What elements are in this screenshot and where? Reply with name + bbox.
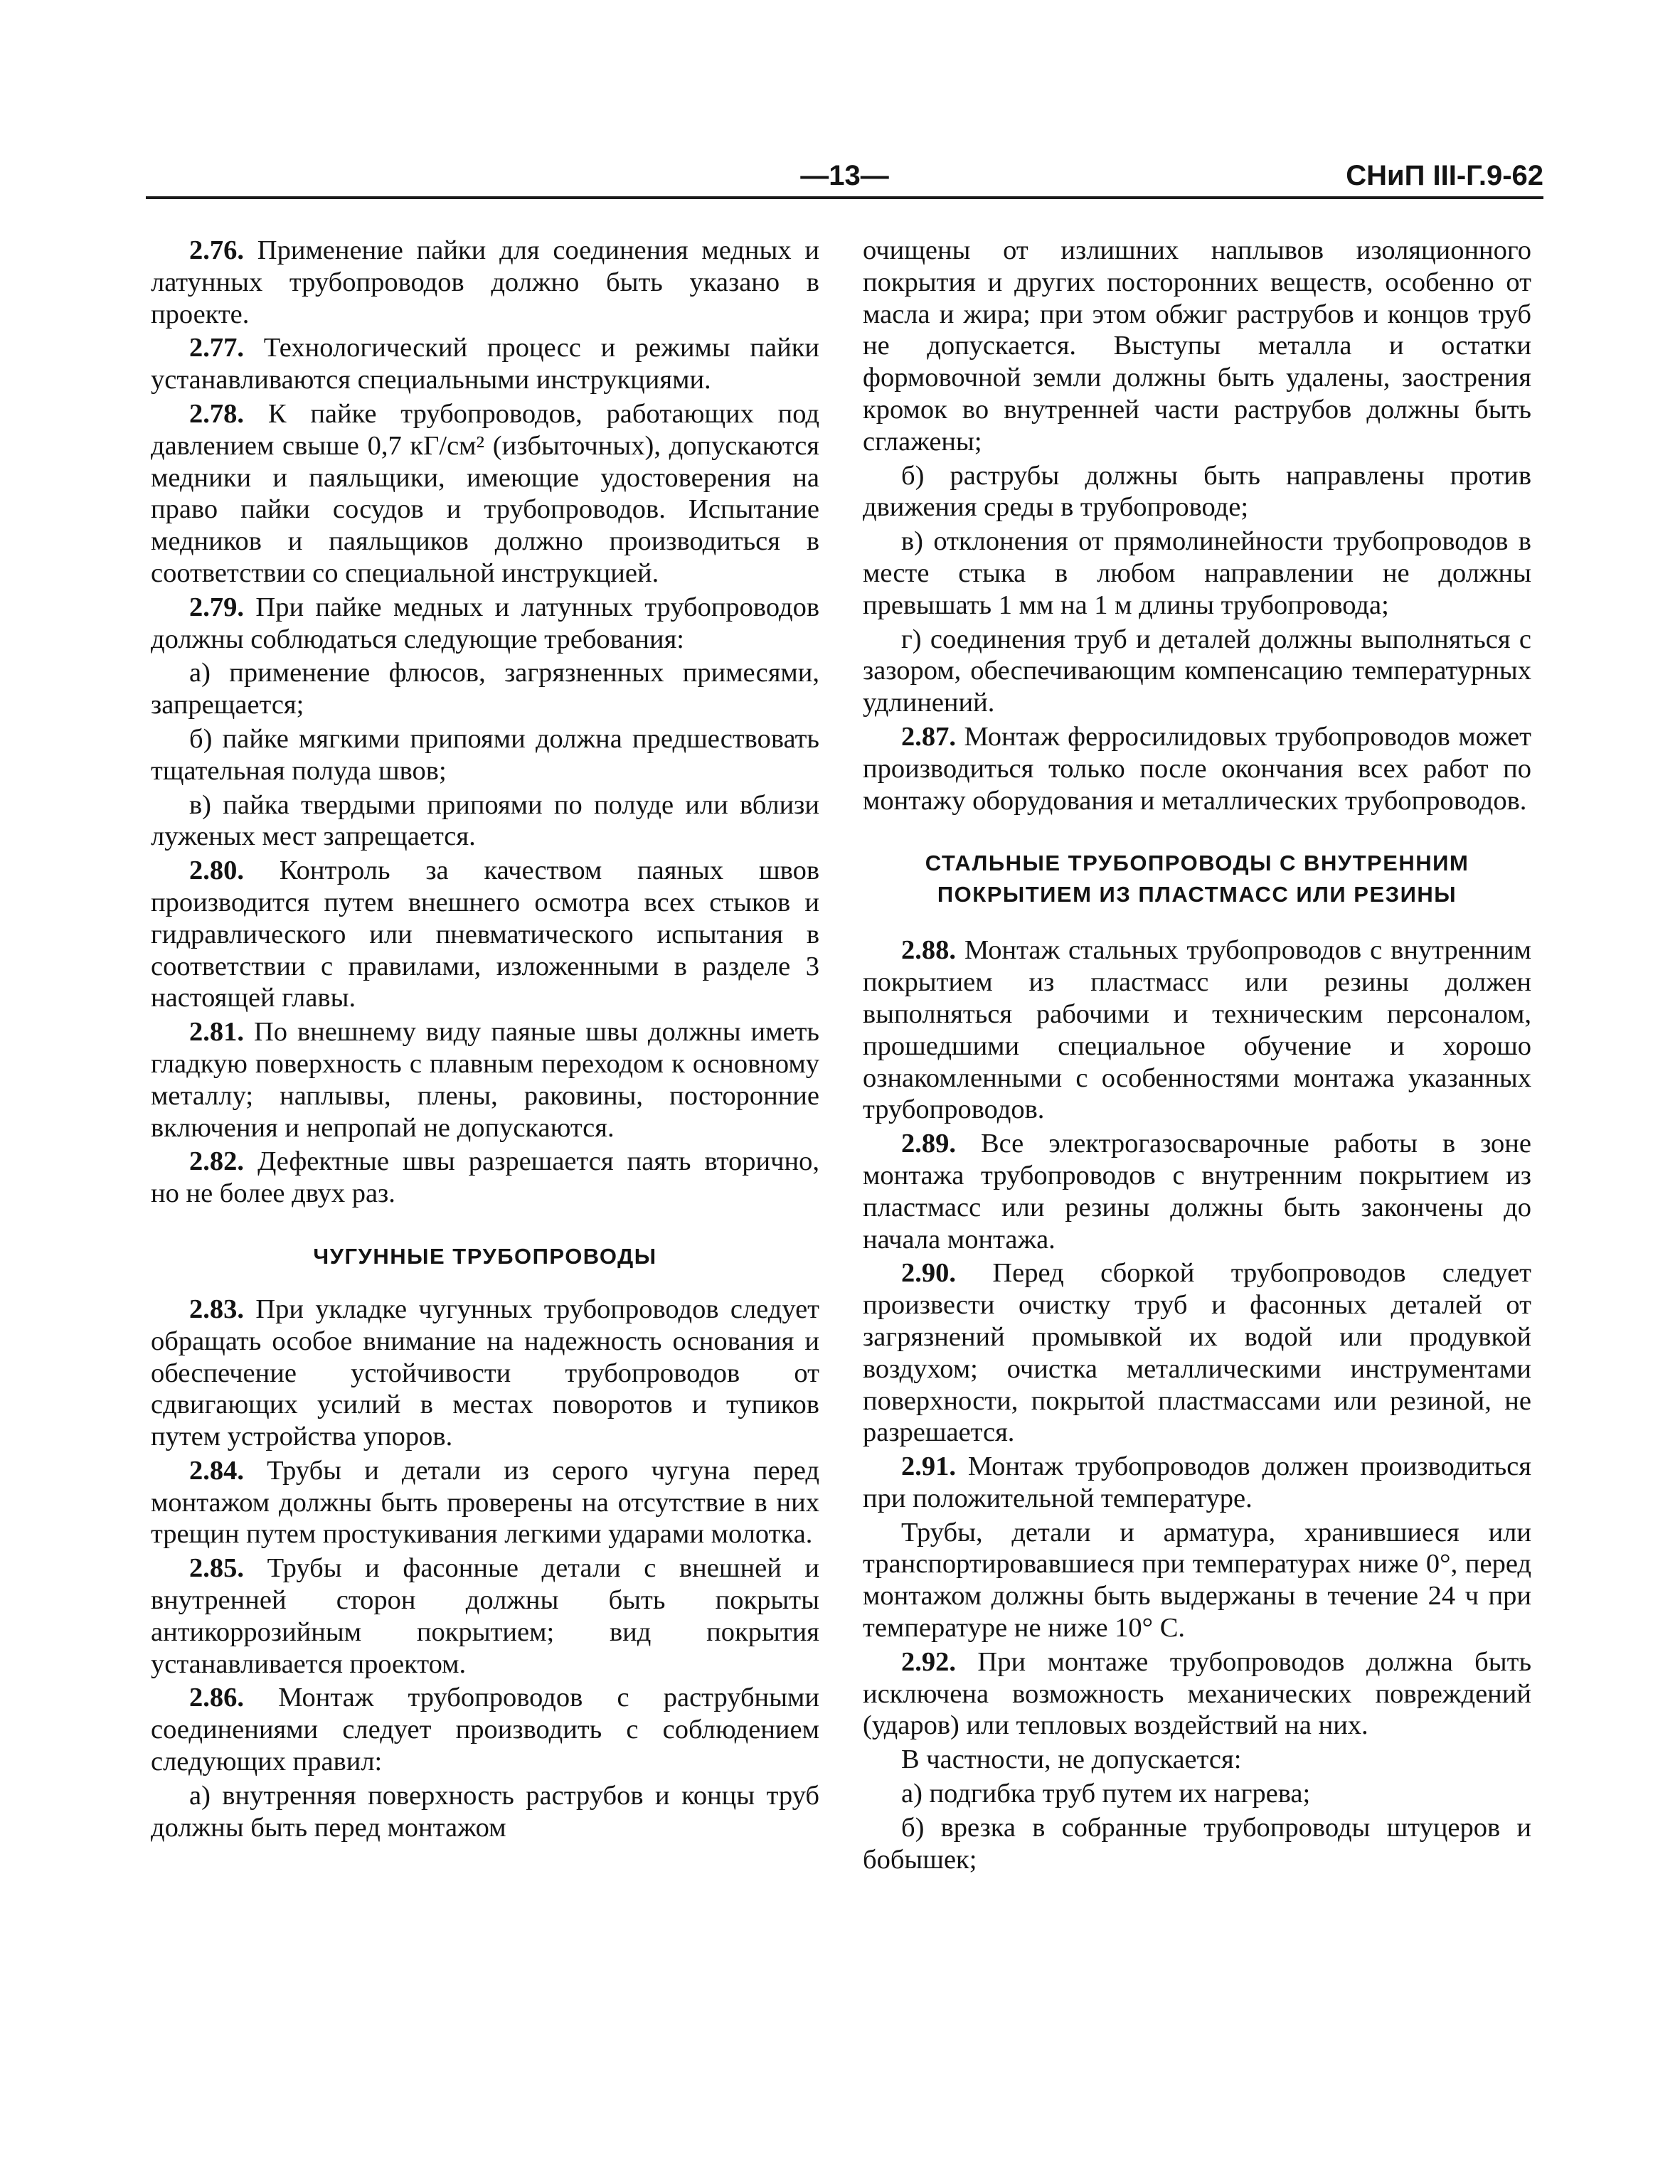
clause-number: 2.88. <box>901 935 956 966</box>
paragraph-2-76 <box>151 235 819 330</box>
list-item-a <box>151 657 819 721</box>
paragraph-2-79 <box>151 592 819 656</box>
paragraph-text: б) пайке мягкими припоями должна предшествовать тщательная полуда швов; <box>151 723 819 786</box>
paragraph-continued <box>863 235 1531 458</box>
paragraph-text: Монтаж трубопроводов с раструбными соединениями следует производить с соблюдением следующих правил: <box>151 1683 819 1777</box>
paragraph-2-80 <box>151 855 819 1014</box>
paragraph-text: Монтаж ферросилидовых трубопроводов может производиться только после окончания всех работ по монтажу оборудования и металлических трубопроводов. <box>863 721 1531 816</box>
paragraph-2-87 <box>863 721 1531 816</box>
document-code: СНиП III-Г.9-62 <box>1346 160 1543 191</box>
clause-number: 2.77. <box>189 333 244 363</box>
clause-number: 2.87. <box>901 721 956 752</box>
section-heading-cast-iron: ЧУГУННЫЕ ТРУБОПРОВОДЫ <box>313 1243 657 1269</box>
heading-line-1: СТАЛЬНЫЕ ТРУБОПРОВОДЫ С ВНУТРЕННИМ <box>925 851 1469 876</box>
paragraph-text: Применение пайки для соединения медных и латунных трубопроводов должно быть указано в проекте. <box>151 235 819 329</box>
header-rule <box>146 196 1543 199</box>
paragraph-text: В частности, не допускается: <box>901 1744 1242 1775</box>
clause-number: 2.80. <box>189 856 244 886</box>
clause-number: 2.92. <box>901 1646 956 1677</box>
paragraph-text: Трубы и фасонные детали с внешней и внутренней сторон должны быть покрыты антикоррозийным покрытием; вид покрытия устанавливается проектом. <box>151 1553 819 1679</box>
clause-number: 2.76. <box>189 235 244 265</box>
paragraph-text: Трубы, детали и арматура, хранившиеся или транспортировавшиеся при температурах ниже 0°, перед монтажом должны быть выдержаны в течение 24 ч при температуре не ниже 10° С. <box>863 1517 1531 1644</box>
paragraph-storage <box>863 1517 1531 1644</box>
clause-number: 2.79. <box>189 592 244 622</box>
clause-number: 2.81. <box>189 1017 244 1048</box>
paragraph-2-81 <box>151 1016 819 1144</box>
section-heading-steel-lined <box>863 848 1531 910</box>
clause-number: 2.86. <box>189 1683 244 1713</box>
list-item-b-3 <box>863 1812 1531 1876</box>
list-item-v-2 <box>863 526 1531 621</box>
paragraph-text: Трубы и детали из серого чугуна перед монтажом должны быть проверены на отсутствие в них трещин путем простукивания легкими ударами молотка. <box>151 1455 819 1550</box>
paragraph-text: Монтаж трубопроводов должен производиться при положительной температуре. <box>863 1451 1531 1513</box>
paragraph-in-particular <box>863 1744 1531 1776</box>
paragraph-text: б) врезка в собранные трубопроводы штуцеров и бобышек; <box>863 1812 1531 1875</box>
paragraph-text: а) внутренняя поверхность раструбов и концы труб должны быть перед монтажом <box>151 1780 819 1843</box>
clause-number: 2.78. <box>189 398 244 429</box>
heading-line-2: ПОКРЫТИЕМ ИЗ ПЛАСТМАСС ИЛИ РЕЗИНЫ <box>937 882 1457 907</box>
clause-number: 2.83. <box>189 1294 244 1324</box>
list-item-a-3 <box>863 1778 1531 1810</box>
paragraph-text: Все электрогазосварочные работы в зоне монтажа трубопроводов с внутренним покрытием из пластмасс или резины должны быть закончены до начала монтажа. <box>863 1129 1531 1255</box>
paragraph-text: К пайке трубопроводов, работающих под давлением свыше 0,7 кГ/см² (избыточных), допускаются медники и паяльщики, имеющие удостоверения на право пайки сосудов и трубопроводов. Испытание медников и паяльщиков должно производиться в соответствии со специальной инструкцией. <box>151 398 819 588</box>
paragraph-text: При монтаже трубопроводов должна быть исключена возможность механических повреждений (ударов) или тепловых воздействий на них. <box>863 1646 1531 1741</box>
paragraph-text: очищены от излишних наплывов изоляционного покрытия и других посторонних веществ, особенно от масла и жира; при этом обжиг раструбов и концов труб не допускается. Выступы металла и остатки формовочной земли должны быть удалены, заострения кромок во внутренней части раструбов должны быть сглажены; <box>863 235 1531 457</box>
paragraph-2-77 <box>151 332 819 396</box>
paragraph-text: Монтаж стальных трубопроводов с внутренним покрытием из пластмасс или резины должен выполняться рабочими и техническим персоналом, прошедшими специальное обучение и хорошо ознакомленными с особенностями монтажа указанных трубопроводов. <box>863 935 1531 1125</box>
list-item-b-2 <box>863 460 1531 524</box>
paragraph-2-84 <box>151 1455 819 1550</box>
paragraph-text: При пайке медных и латунных трубопроводов должны соблюдаться следующие требования: <box>151 592 819 654</box>
paragraph-2-78 <box>151 398 819 590</box>
list-item-a-2 <box>151 1780 819 1844</box>
clause-number: 2.85. <box>189 1553 244 1584</box>
clause-number: 2.84. <box>189 1455 244 1486</box>
paragraph-text: б) раструбы должны быть направлены против движения среды в трубопроводе; <box>863 460 1531 523</box>
list-item-g <box>863 624 1531 719</box>
paragraph-text: По внешнему виду паяные швы должны иметь гладкую поверхность с плавным переходом к основному металлу; наплывы, плены, раковины, посторонние включения и непропай не допускаются. <box>151 1017 819 1143</box>
paragraph-text: а) применение флюсов, загрязненных примесями, запрещается; <box>151 658 819 720</box>
clause-number: 2.89. <box>901 1129 956 1159</box>
paragraph-2-82 <box>151 1146 819 1210</box>
paragraph-2-86 <box>151 1682 819 1777</box>
clause-number: 2.82. <box>189 1146 244 1177</box>
paragraph-text: а) подгибка труб путем их нагрева; <box>901 1779 1311 1809</box>
paragraph-text: г) соединения труб и деталей должны выполняться с зазором, обеспечивающим компенсацию температурных удлинений. <box>863 624 1531 718</box>
paragraph-text: При укладке чугунных трубопроводов следует обращать особое внимание на надежность основания и обеспечение устойчивости трубопроводов от сдвигающих усилий в местах поворотов и тупиков путем устройства упоров. <box>151 1294 819 1452</box>
paragraph-text: Контроль за качеством паяных швов производится путем внешнего осмотра всех стыков и гидравлического или пневматического испытания в соответствии с правилами, изложенными в разделе 3 настоящей главы. <box>151 856 819 1013</box>
paragraph-text: Перед сборкой трубопроводов следует произвести очистку труб и фасонных деталей от загрязнений промывкой их водой или продувкой воздухом; очистка металлическими инструментами поверхности, покрытой пластмассами или резиной, не разрешается. <box>863 1258 1531 1448</box>
list-item-b <box>151 723 819 787</box>
right-column <box>863 235 1531 1877</box>
paragraph-2-89 <box>863 1128 1531 1255</box>
paragraph-2-90 <box>863 1257 1531 1449</box>
page-number: —13— <box>800 160 889 191</box>
paragraph-2-92 <box>863 1646 1531 1742</box>
paragraph-2-91 <box>863 1451 1531 1515</box>
list-item-v <box>151 789 819 853</box>
left-column <box>151 235 819 1845</box>
paragraph-text: Дефектные швы разрешается паять вторично, но не более двух раз. <box>151 1146 819 1209</box>
clause-number: 2.91. <box>901 1451 956 1482</box>
paragraph-text: в) пайка твердыми припоями по полуде или вблизи луженых мест запрещается. <box>151 789 819 852</box>
paragraph-text: Технологический процесс и режимы пайки устанавливаются специальными инструкциями. <box>151 333 819 395</box>
paragraph-2-83 <box>151 1294 819 1453</box>
page-header <box>146 158 1543 193</box>
clause-number: 2.90. <box>901 1258 956 1289</box>
paragraph-2-85 <box>151 1552 819 1680</box>
paragraph-text: в) отклонения от прямолинейности трубопроводов в месте стыка в любом направлении не должны превышать 1 мм на 1 м длины трубопровода; <box>863 526 1531 620</box>
paragraph-2-88 <box>863 934 1531 1126</box>
